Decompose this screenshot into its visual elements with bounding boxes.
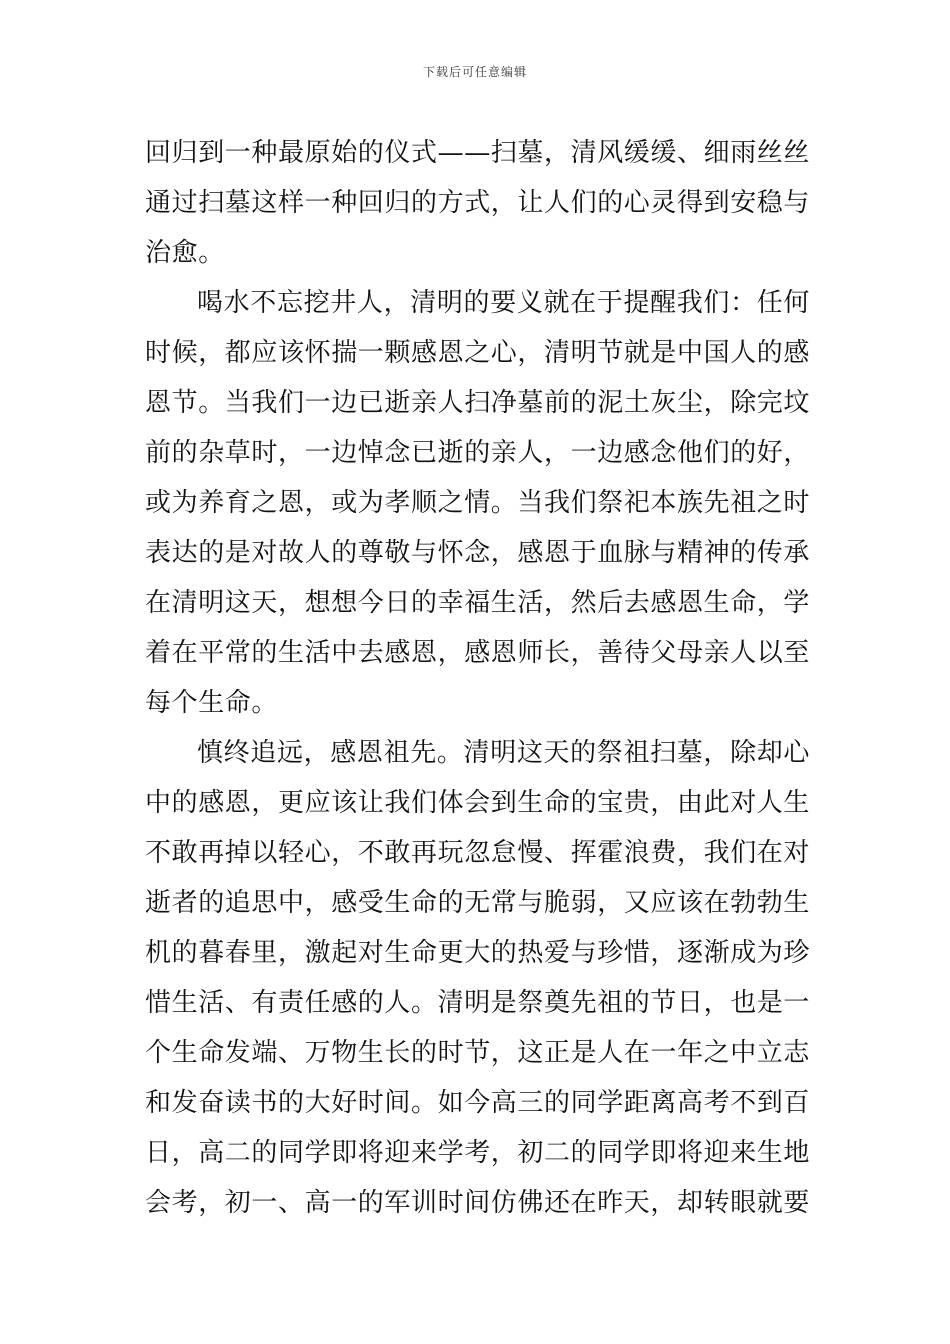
text-line: 个生命发端、万物生长的时节，这正是人在一年之中立志 [145,1038,811,1068]
text-line: 逝者的追思中，感受生命的无常与脆弱，又应该在勃勃生 [145,888,811,918]
text-line: 会考，初一、高一的军训时间仿佛还在昨天，却转眼就要 [145,1188,811,1218]
text-line: 通过扫墓这样一种回归的方式，让人们的心灵得到安稳与 [145,188,811,218]
text-line: 前的杂草时，一边悼念已逝的亲人，一边感念他们的好， [145,438,811,468]
text-line: 中的感恩，更应该让我们体会到生命的宝贵，由此对人生 [145,788,811,818]
text-line: 在清明这天，想想今日的幸福生活，然后去感恩生命，学 [145,588,811,618]
text-line: 表达的是对故人的尊敬与怀念，感恩于血脉与精神的传承 [145,538,811,568]
text-line: 恩节。当我们一边已逝亲人扫净墓前的泥土灰尘，除完坟 [145,388,811,418]
text-line: 着在平常的生活中去感恩，感恩师长，善待父母亲人以至 [145,638,811,668]
text-line: 时候，都应该怀揣一颗感恩之心，清明节就是中国人的感 [145,338,811,368]
text-line: 或为养育之恩，或为孝顺之情。当我们祭祀本族先祖之时 [145,488,811,518]
body-text [145,128,810,1228]
text-line: 回归到一种最原始的仪式——扫墓，清风缓缓、细雨丝丝 [145,138,811,168]
text-line: 和发奋读书的大好时间。如今高三的同学距离高考不到百 [145,1088,811,1118]
text-line: 治愈。 [145,238,225,268]
text-line: 慎终追远，感恩祖先。清明这天的祭祖扫墓，除却心 [197,738,810,768]
text-line: 惜生活、有责任感的人。清明是祭奠先祖的节日，也是一 [145,988,811,1018]
text-line: 喝水不忘挖井人，清明的要义就在于提醒我们：任何 [197,288,810,318]
text-line: 每个生命。 [145,688,279,718]
text-line: 不敢再掉以轻心，不敢再玩忽怠慢、挥霍浪费，我们在对 [145,838,811,868]
page-header-note: 下载后可任意编辑 [422,65,527,79]
text-line: 日，高二的同学即将迎来学考，初二的同学即将迎来生地 [145,1138,811,1168]
text-line: 机的暮春里，激起对生命更大的热爱与珍惜，逐渐成为珍 [145,938,811,968]
